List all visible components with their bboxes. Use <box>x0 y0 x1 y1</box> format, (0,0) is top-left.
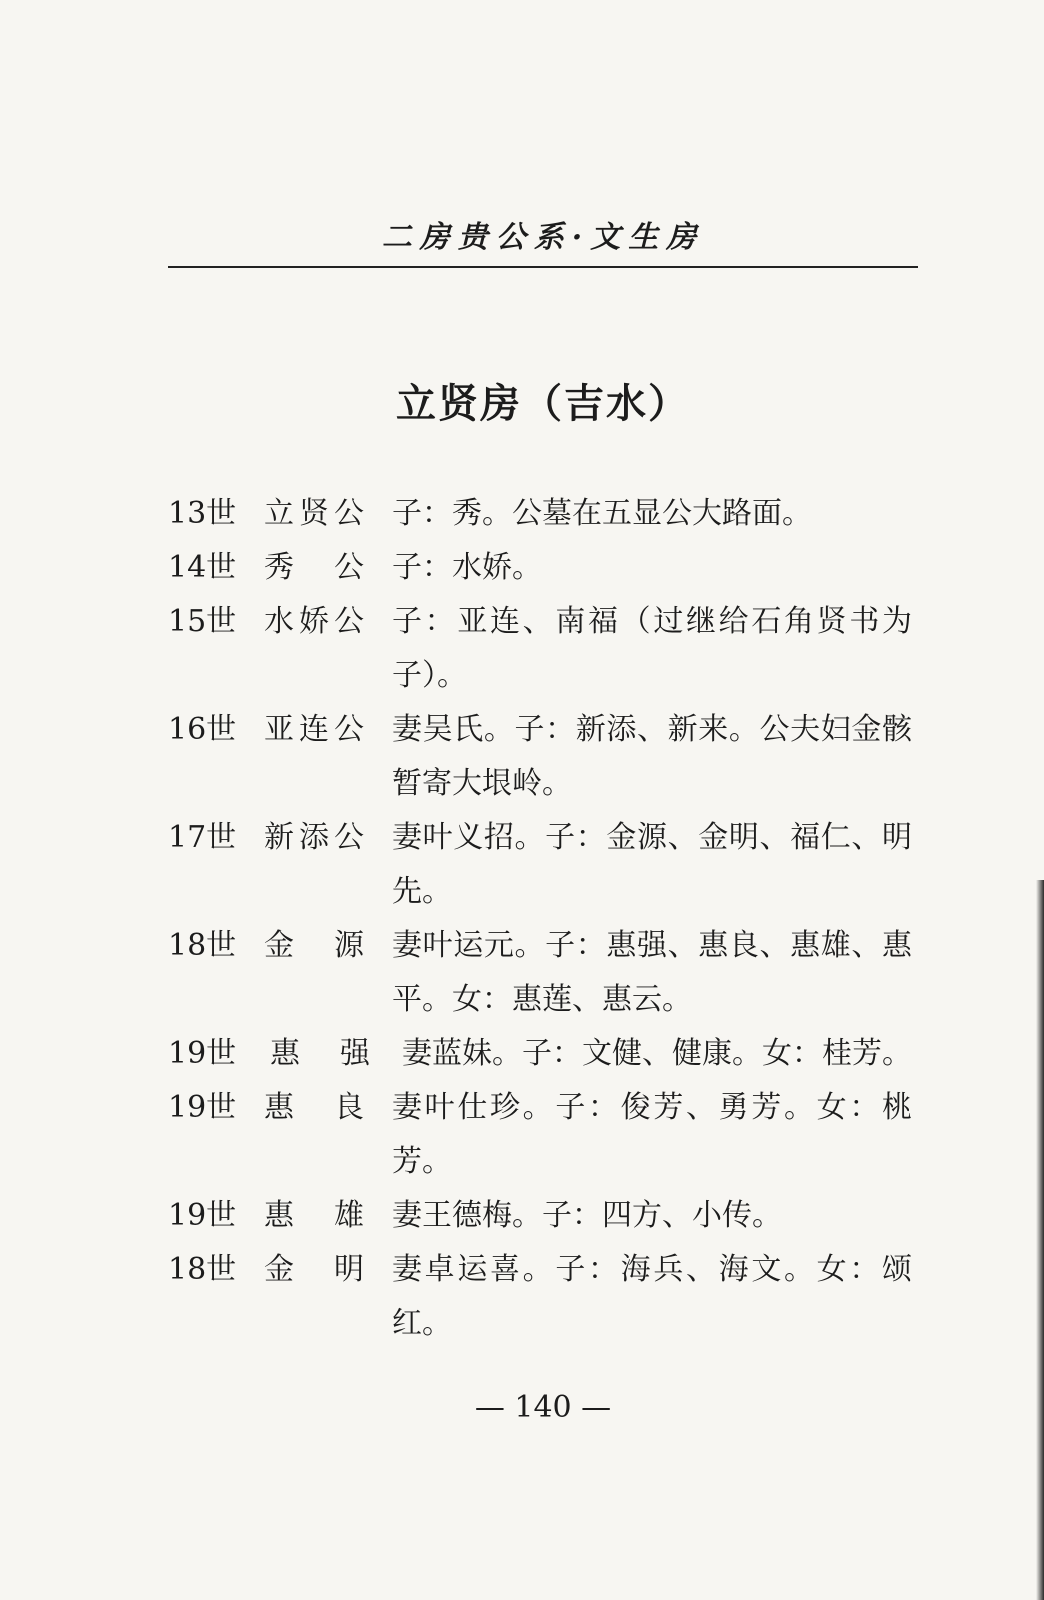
genealogy-entry <box>168 919 928 1027</box>
person-name: 立贤公 <box>264 496 364 531</box>
person-name: 亚连公 <box>264 712 364 747</box>
generation-label: 19世 <box>168 1036 237 1071</box>
entry-text: 妻吴氏。子：新添、新来。公夫妇金骸暂寄大垠岭。 <box>392 712 912 801</box>
genealogy-entry <box>168 1189 928 1243</box>
genealogy-entry <box>168 1081 928 1189</box>
generation-label: 19世 <box>168 1090 237 1125</box>
genealogy-entry <box>168 703 928 811</box>
genealogy-entry <box>168 541 928 595</box>
generation-label: 19世 <box>168 1198 237 1233</box>
person-name: 金 源 <box>264 928 364 963</box>
genealogy-entry <box>168 1027 928 1081</box>
genealogy-entry <box>168 1243 928 1351</box>
genealogy-entry <box>168 595 928 703</box>
person-name: 惠 强 <box>270 1036 370 1071</box>
entry-text: 妻蓝妹。子：文健、健康。女：桂芳。 <box>402 1036 912 1071</box>
entry-text: 子：水娇。 <box>392 550 542 585</box>
person-name: 金 明 <box>264 1252 364 1287</box>
running-header: 二房贵公系·文生房 <box>381 220 705 255</box>
genealogy-entries <box>168 487 928 1351</box>
person-name: 秀 公 <box>264 550 364 585</box>
page-edge-shadow <box>1036 880 1044 1600</box>
entry-text: 妻叶仕珍。子：俊芳、勇芳。女：桃芳。 <box>392 1090 912 1179</box>
generation-label: 14世 <box>168 550 237 585</box>
entry-text: 妻卓运喜。子：海兵、海文。女：颂红。 <box>392 1252 912 1341</box>
generation-label: 18世 <box>168 928 237 963</box>
entry-text: 子：亚连、南福（过继给石角贤书为子）。 <box>392 604 912 693</box>
entry-text: 妻王德梅。子：四方、小传。 <box>392 1198 782 1233</box>
generation-label: 17世 <box>168 820 237 855</box>
generation-label: 13世 <box>168 496 237 531</box>
genealogy-entry <box>168 487 928 541</box>
genealogy-entry <box>168 811 928 919</box>
generation-label: 15世 <box>168 604 237 639</box>
section-title: 立贤房（吉水） <box>396 380 690 427</box>
page-number: — 140 — <box>474 1390 612 1425</box>
entry-text: 子：秀。公墓在五显公大路面。 <box>392 496 812 531</box>
entry-text: 妻叶运元。子：惠强、惠良、惠雄、惠平。女：惠莲、惠云。 <box>392 928 912 1017</box>
person-name: 新添公 <box>264 820 364 855</box>
person-name: 惠 良 <box>264 1090 364 1125</box>
person-name: 水娇公 <box>264 604 364 639</box>
generation-label: 16世 <box>168 712 237 747</box>
person-name: 惠 雄 <box>264 1198 364 1233</box>
entry-text: 妻叶义招。子：金源、金明、福仁、明先。 <box>392 820 912 909</box>
generation-label: 18世 <box>168 1252 237 1287</box>
header-rule <box>168 266 918 268</box>
